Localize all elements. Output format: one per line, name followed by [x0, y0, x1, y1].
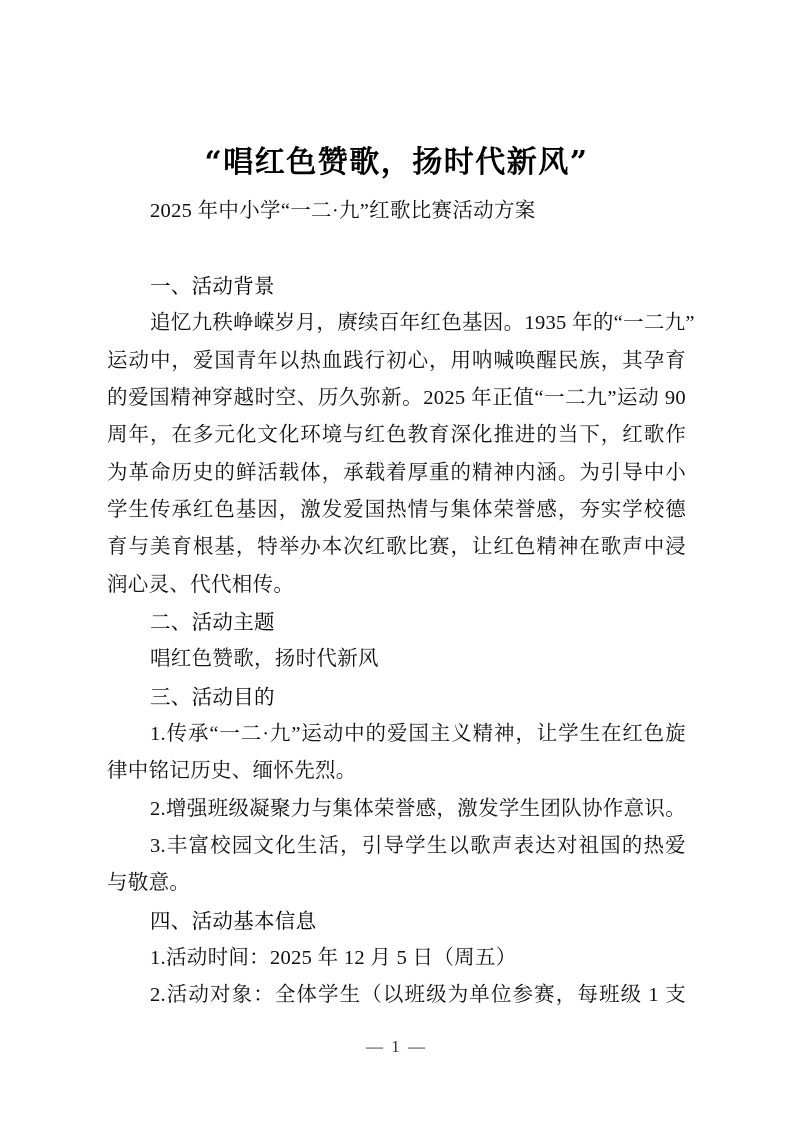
paragraph-line: 润心灵、代代相传。	[107, 573, 295, 596]
purpose-item-1-continued: 律中铭记历史、缅怀先烈。	[107, 760, 357, 783]
section-heading-background: 一、活动背景	[150, 274, 275, 298]
paragraph-line: 学生传承红色基因，激发爱国热情与集体荣誉感，夯实学校德	[107, 498, 686, 521]
section-heading-theme: 二、活动主题	[150, 610, 275, 634]
section-heading-basic-info: 四、活动基本信息	[150, 909, 317, 933]
purpose-item-3: 3.丰富校园文化生活，引导学生以歌声表达对祖国的热爱	[150, 834, 686, 857]
document-body	[107, 193, 695, 1014]
paragraph-line: 的爱国精神穿越时空、历久弥新。2025 年正值“一二九”运动 90	[107, 386, 686, 409]
purpose-item-2: 2.增强班级凝聚力与集体荣誉感，激发学生团队协作意识。	[150, 797, 686, 820]
document-subtitle: 2025 年中小学“一二·九”红歌比赛活动方案	[150, 200, 536, 223]
section-heading-purpose: 三、活动目的	[150, 685, 275, 709]
blank-line	[107, 231, 686, 268]
info-item-time: 1.活动时间：2025 年 12 月 5 日（周五）	[150, 946, 517, 969]
paragraph-line: 周年，在多元化文化环境与红色教育深化推进的当下，红歌作	[107, 424, 686, 447]
page-number: — 1 —	[366, 1037, 427, 1056]
theme-text: 唱红色赞歌，扬时代新风	[150, 648, 379, 671]
purpose-item-1: 1.传承“一二·九”运动中的爱国主义精神，让学生在红色旋	[150, 722, 686, 745]
paragraph-line: 运动中，爱国青年以热血践行初心，用呐喊唤醒民族，其孕育	[107, 349, 686, 372]
document-title: “唱红色赞歌，扬时代新风”	[204, 145, 589, 180]
paragraph-line: 为革命历史的鲜活载体，承载着厚重的精神内涵。为引导中小	[107, 461, 686, 484]
purpose-item-3-continued: 与敬意。	[107, 872, 191, 895]
paragraph-line: 追忆九秩峥嵘岁月，赓续百年红色基因。1935 年的“一二九”	[150, 312, 695, 335]
info-item-participants: 2.活动对象：全体学生（以班级为单位参赛，每班级 1 支	[150, 984, 686, 1007]
paragraph-line: 育与美育根基，特举办本次红歌比赛，让红色精神在歌声中浸	[107, 536, 686, 559]
